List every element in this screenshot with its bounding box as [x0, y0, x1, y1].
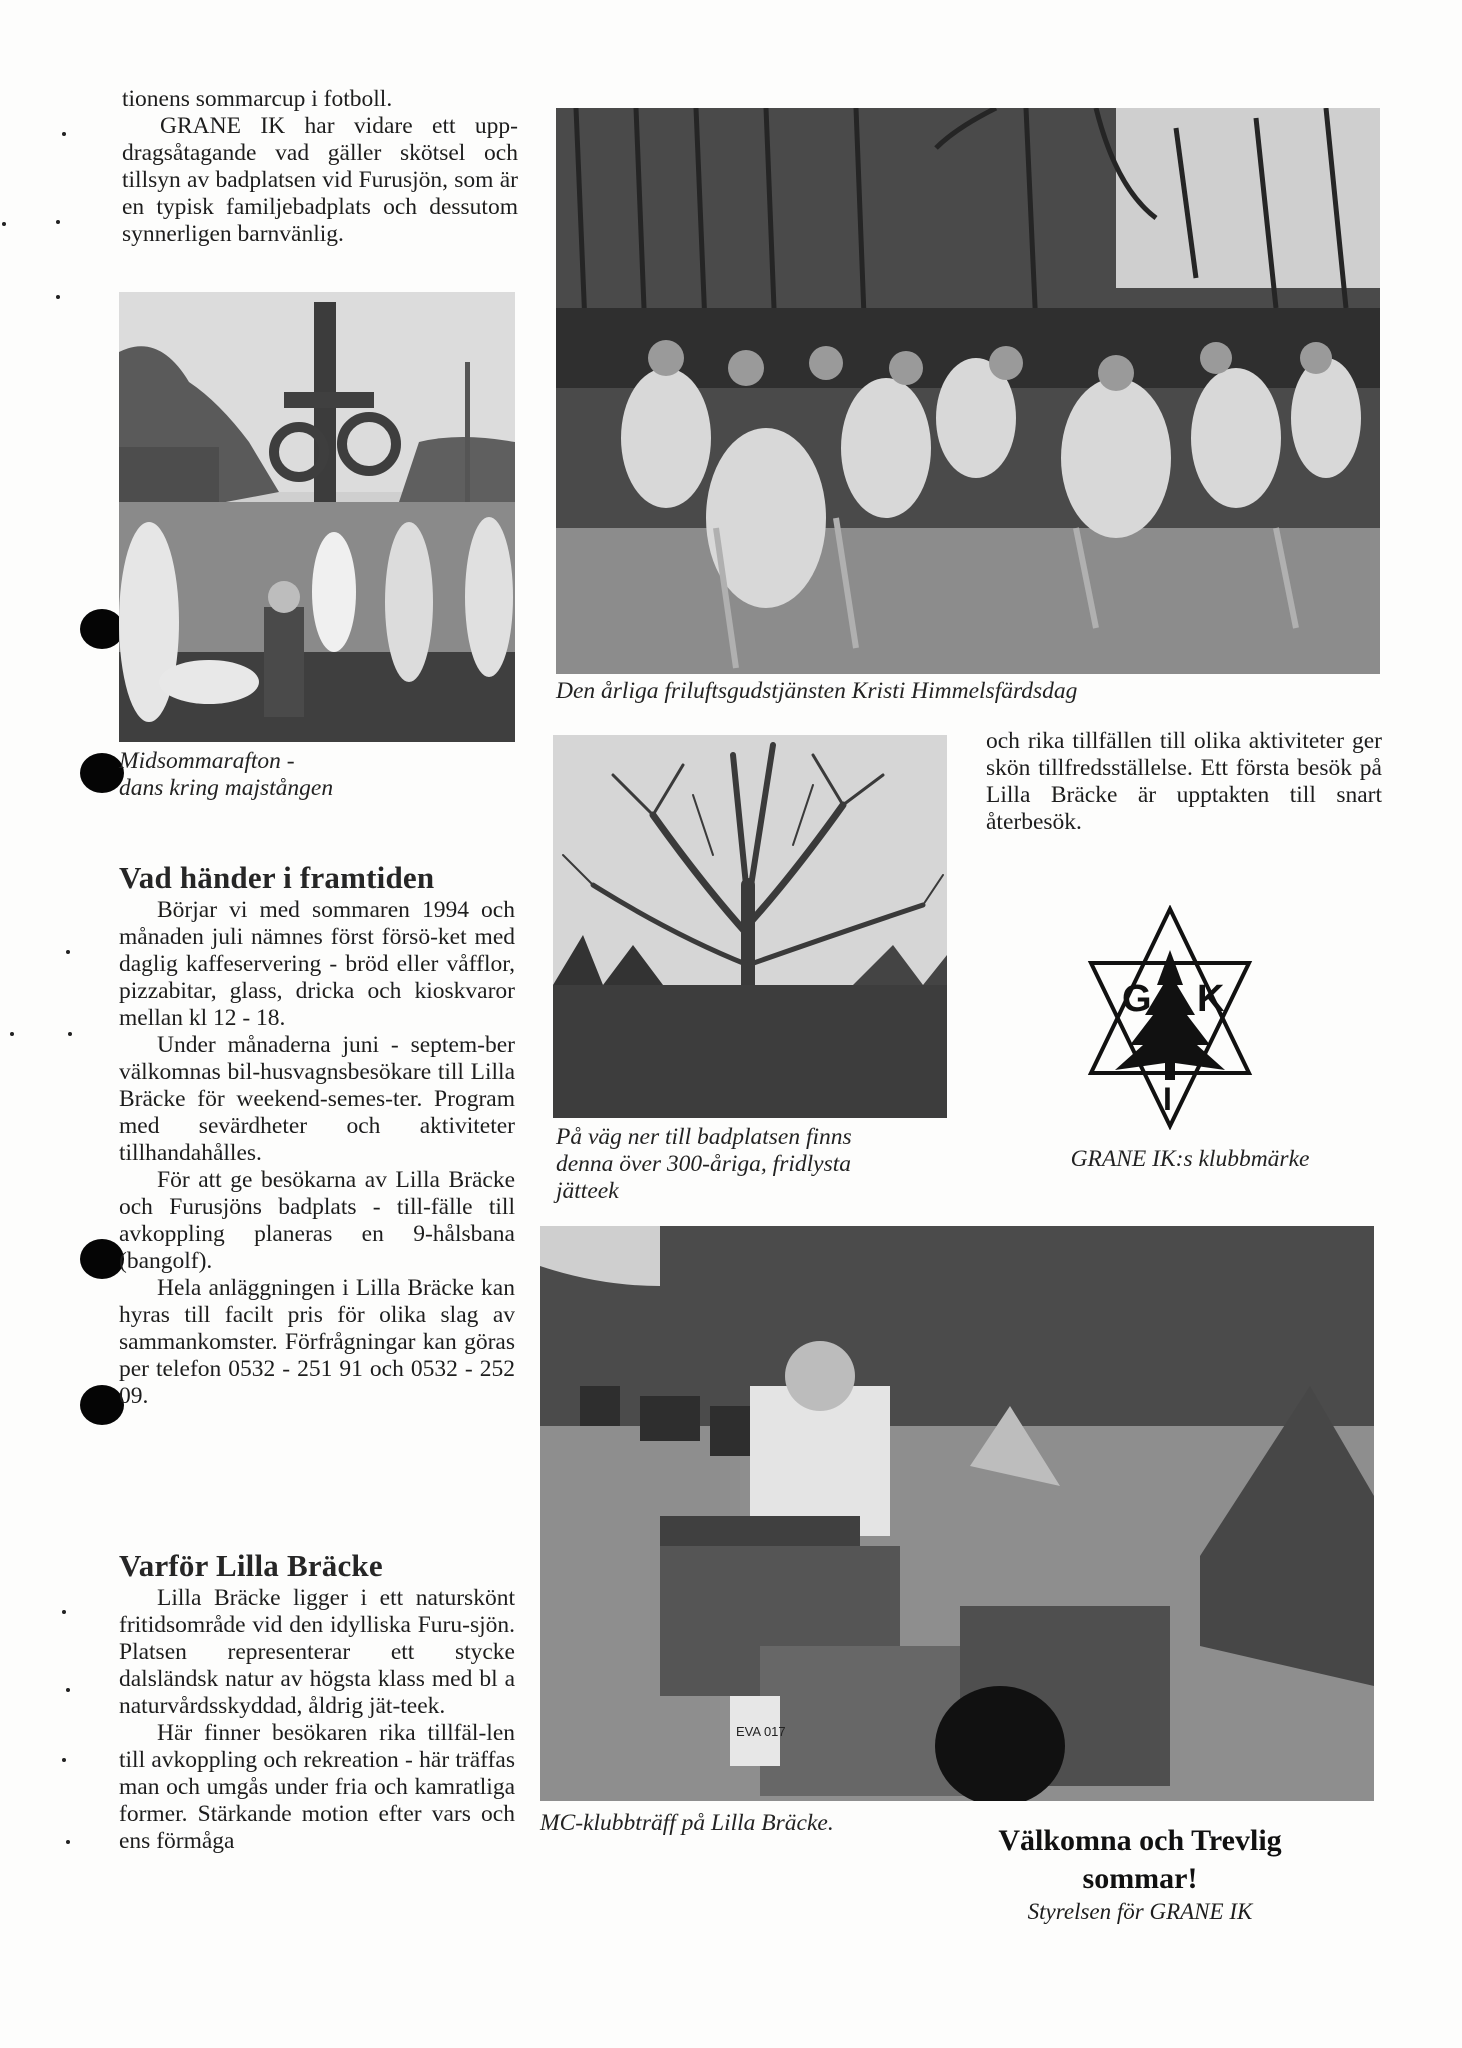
- mc-caption: MC-klubbträff på Lilla Bräcke.: [540, 1810, 834, 1836]
- intro-text: [122, 86, 518, 248]
- scan-speck: [68, 1032, 72, 1036]
- punch-hole: [80, 609, 124, 649]
- scan-speck: [66, 950, 70, 954]
- closing-line: Välkomna och Trevlig: [998, 1824, 1282, 1857]
- scan-speck: [56, 220, 60, 224]
- intro-line: tionens sommarcup i fotboll.: [122, 86, 393, 112]
- scan-speck: [66, 1688, 70, 1692]
- closing-line: sommar!: [1082, 1862, 1198, 1895]
- midsummer-caption: [119, 748, 515, 802]
- continuation-text: [986, 728, 1382, 836]
- future-paragraph: Under månaderna juni - septem-ber välkomnas bil-husvagnsbesökare till Lilla Bräcke för weekend-semes-ter. Program med sevärdheter och aktiviteter tillhandahålles.: [119, 1032, 515, 1166]
- midsummer-photo: [119, 292, 515, 742]
- why-text: [119, 1585, 515, 1855]
- service-photo: [556, 108, 1380, 674]
- oak-photo: [553, 735, 947, 1118]
- closing-greeting: [930, 1822, 1350, 1926]
- grane-ik-logo: [1085, 905, 1255, 1130]
- caption-line: dans kring majstången: [119, 775, 334, 801]
- why-paragraph: Lilla Bräcke ligger i ett naturskönt fritidsområde vid den idylliska Furu-sjön. Platsen representerar ett stycke dalsländsk natur av högsta klass med bl a naturvårdsskyddad, åldrig jät-teek.: [119, 1585, 515, 1719]
- punch-hole: [80, 1239, 124, 1279]
- logo-letter-g: G: [1122, 978, 1152, 1020]
- scan-speck: [62, 132, 66, 136]
- intro-paragraph: GRANE IK har vidare ett upp-dragsåtagande vad gäller skötsel och tillsyn av badplatsen vid Furusjön, som är en typisk familjebadplats och dessutom synnerligen barnvänlig.: [122, 113, 518, 247]
- section-heading-why: Varför Lilla Bräcke: [119, 1548, 383, 1583]
- caption-line: På väg ner till badplatsen finns: [556, 1124, 852, 1150]
- scan-speck: [62, 1610, 66, 1614]
- mc-photo: [540, 1226, 1374, 1801]
- logo-letter-i: I: [1163, 1081, 1172, 1117]
- punch-hole: [80, 1385, 124, 1425]
- punch-hole: [80, 753, 124, 793]
- continuation-paragraph: och rika tillfällen till olika aktiviteter ger skön tillfredsställelse. Ett första besök på Lilla Bräcke är upptakten till snart återbesök.: [986, 728, 1382, 835]
- closing-signature: Styrelsen för GRANE IK: [1027, 1899, 1253, 1924]
- future-text: [119, 897, 515, 1410]
- section-heading-future: Vad händer i framtiden: [119, 860, 435, 895]
- scan-speck: [66, 1840, 70, 1844]
- future-paragraph: För att ge besökarna av Lilla Bräcke och Furusjöns badplats - till-fälle till avkoppling planeras en 9-hålsbana (bangolf).: [119, 1167, 515, 1274]
- caption-line: denna över 300-åriga, fridlysta: [556, 1151, 852, 1177]
- license-plate: EVA 017: [736, 1724, 786, 1739]
- scan-speck: [10, 1032, 14, 1036]
- scan-speck: [2, 222, 6, 226]
- future-paragraph: Hela anläggningen i Lilla Bräcke kan hyras till facilt pris för olika slag av sammankomster. Förfrågningar kan göras per telefon 0532 - 251 91 och 0532 - 252 09.: [119, 1275, 515, 1409]
- future-paragraph: Börjar vi med sommaren 1994 och månaden juli nämnes först försö-ket med daglig kaffeservering - bröd eller våfflor, pizzabitar, glass, dricka och kioskvaror mellan kl 12 - 18.: [119, 897, 515, 1031]
- caption-line: Midsommarafton -: [119, 748, 295, 774]
- logo-caption: GRANE IK:s klubbmärke: [1070, 1146, 1310, 1172]
- oak-caption: [556, 1124, 950, 1205]
- scan-speck: [56, 295, 60, 299]
- logo-letter-k: K: [1197, 978, 1225, 1020]
- scan-speck: [62, 1758, 66, 1762]
- service-caption: Den årliga friluftsgudstjänsten Kristi Himmelsfärdsdag: [556, 678, 1078, 704]
- caption-line: jätteek: [556, 1178, 619, 1204]
- why-paragraph: Här finner besökaren rika tillfäl-len till avkoppling och rekreation - här träffas man och umgås under fria och kamratliga former. Stärkande motion efter vars och ens förmåga: [119, 1720, 515, 1854]
